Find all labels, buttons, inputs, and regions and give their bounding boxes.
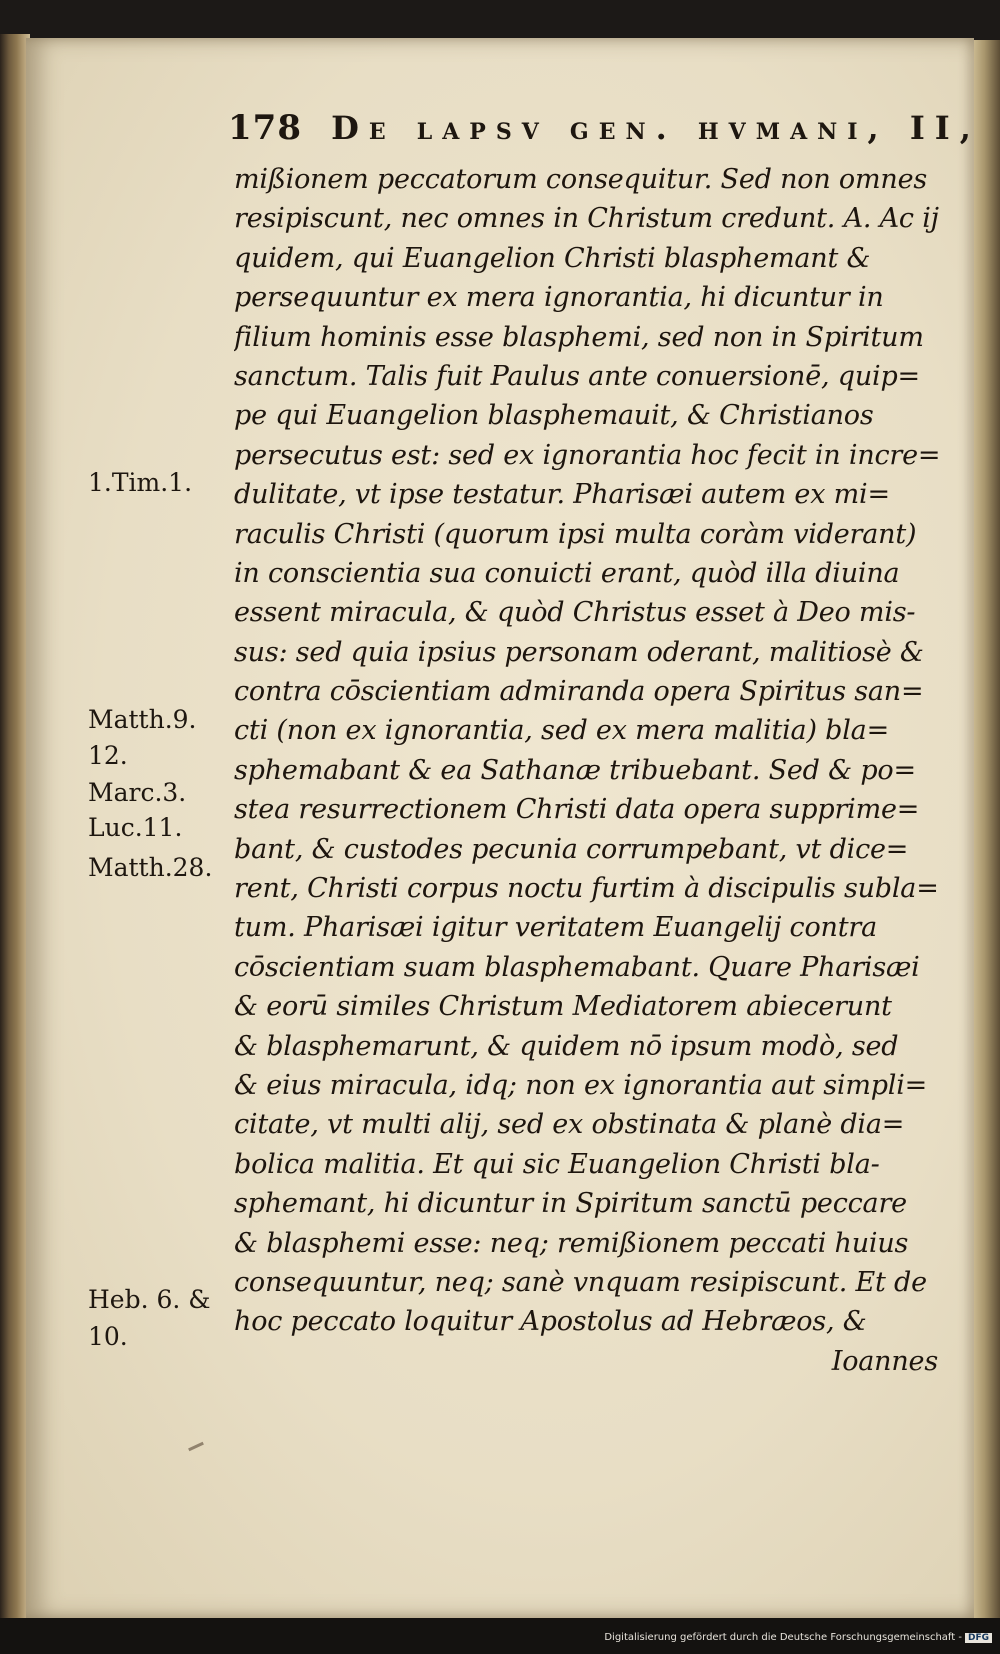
text-line: dulitate, vt ipse testatur. Pharisæi autem ex mi=: [234, 479, 890, 511]
text-line: rent, Christi corpus noctu furtim à discipulis subla=: [234, 873, 939, 905]
text-line: essent miracula, & quòd Christus esset à Deo mis-: [234, 597, 916, 629]
text-line: sphemant, hi dicuntur in Spiritum sanctū peccare: [234, 1188, 907, 1220]
credit-text: Digitalisierung gefördert durch die Deutsche Forschungsgemeinschaft -: [604, 1632, 962, 1643]
text-line: citate, vt multi alij, sed ex obstinata & planè dia=: [234, 1109, 905, 1141]
text-line: in conscientia sua conuicti erant, quòd illa diuina: [234, 557, 900, 589]
catchword: Ioannes: [831, 1345, 938, 1377]
text-line: cti (non ex ignorantia, sed ex mera malitia) bla=: [234, 715, 889, 747]
dfg-logo-icon: DFG: [965, 1633, 992, 1643]
text-line: stea resurrectionem Christi data opera supprime=: [234, 794, 920, 826]
text-line: sphemabant & ea Sathanæ tribuebant. Sed & po=: [234, 754, 916, 786]
page-number: 178: [228, 108, 302, 148]
text-line: filium hominis esse blasphemi, sed non in Spiritum: [234, 321, 924, 353]
body-text: [234, 160, 948, 1381]
margin-note-heb-6: Heb. 6. &: [88, 1285, 211, 1314]
text-line: & eorū similes Christum Mediatorem abiecerunt: [234, 991, 892, 1023]
text-line: bolica malitia. Et qui sic Euangelion Christi bla-: [234, 1148, 880, 1180]
text-line: persequuntur ex mera ignorantia, hi dicuntur in: [234, 282, 884, 314]
text-line: sus: sed quia ipsius personam oderant, malitiosè &: [234, 636, 924, 668]
margin-note-1-tim: 1.Tim.1.: [88, 468, 193, 497]
digitization-credit: [604, 1632, 992, 1643]
text-line: hoc peccato loquitur Apostolus ad Hebræos, &: [234, 1306, 867, 1338]
text-line: & eius miracula, idq; non ex ignorantia aut simpli=: [234, 1069, 928, 1101]
margin-note-marc-3: Marc.3.: [88, 778, 187, 807]
text-line: cōscientiam suam blasphemabant. Quare Pharisæi: [234, 951, 920, 983]
running-title: De lapsv gen. hvmani, II,: [331, 109, 981, 147]
text-line: contra cōscientiam admiranda opera Spiritus san=: [234, 676, 924, 708]
text-line: resipiscunt, nec omnes in Christum credunt. A. Ac ij: [234, 203, 939, 235]
text-line: persecutus est: sed ex ignorantia hoc fecit in incre=: [234, 439, 941, 471]
text-line: raculis Christi (quorum ipsi multa coràm viderant): [234, 518, 917, 550]
text-line: & blasphemi esse: neq; remißionem peccati huius: [234, 1227, 909, 1259]
text-line: pe qui Euangelion blasphemauit, & Christianos: [234, 400, 874, 432]
margin-note-matth-28: Matth.28.: [88, 853, 213, 882]
text-line: quidem, qui Euangelion Christi blasphemant &: [234, 242, 871, 274]
text-line: consequuntur, neq; sanè vnquam resipiscunt. Et de: [234, 1266, 927, 1298]
margin-note-luc-11: Luc.11.: [88, 813, 183, 842]
margin-note-10: 10.: [88, 1322, 128, 1351]
margin-note-matth-9: Matth.9.: [88, 705, 197, 734]
margin-note-12: 12.: [88, 741, 128, 770]
page-edge: [974, 40, 1000, 1618]
text-line: mißionem peccatorum consequitur. Sed non omnes: [234, 164, 927, 195]
text-line: bant, & custodes pecunia corrumpebant, vt dice=: [234, 833, 909, 865]
text-line: & blasphemarunt, & quidem nō ipsum modò, sed: [234, 1030, 899, 1062]
text-line: sanctum. Talis fuit Paulus ante conuersionē, quip=: [234, 360, 920, 392]
text-line: tum. Pharisæi igitur veritatem Euangelij contra: [234, 912, 877, 944]
running-head: [228, 108, 981, 148]
